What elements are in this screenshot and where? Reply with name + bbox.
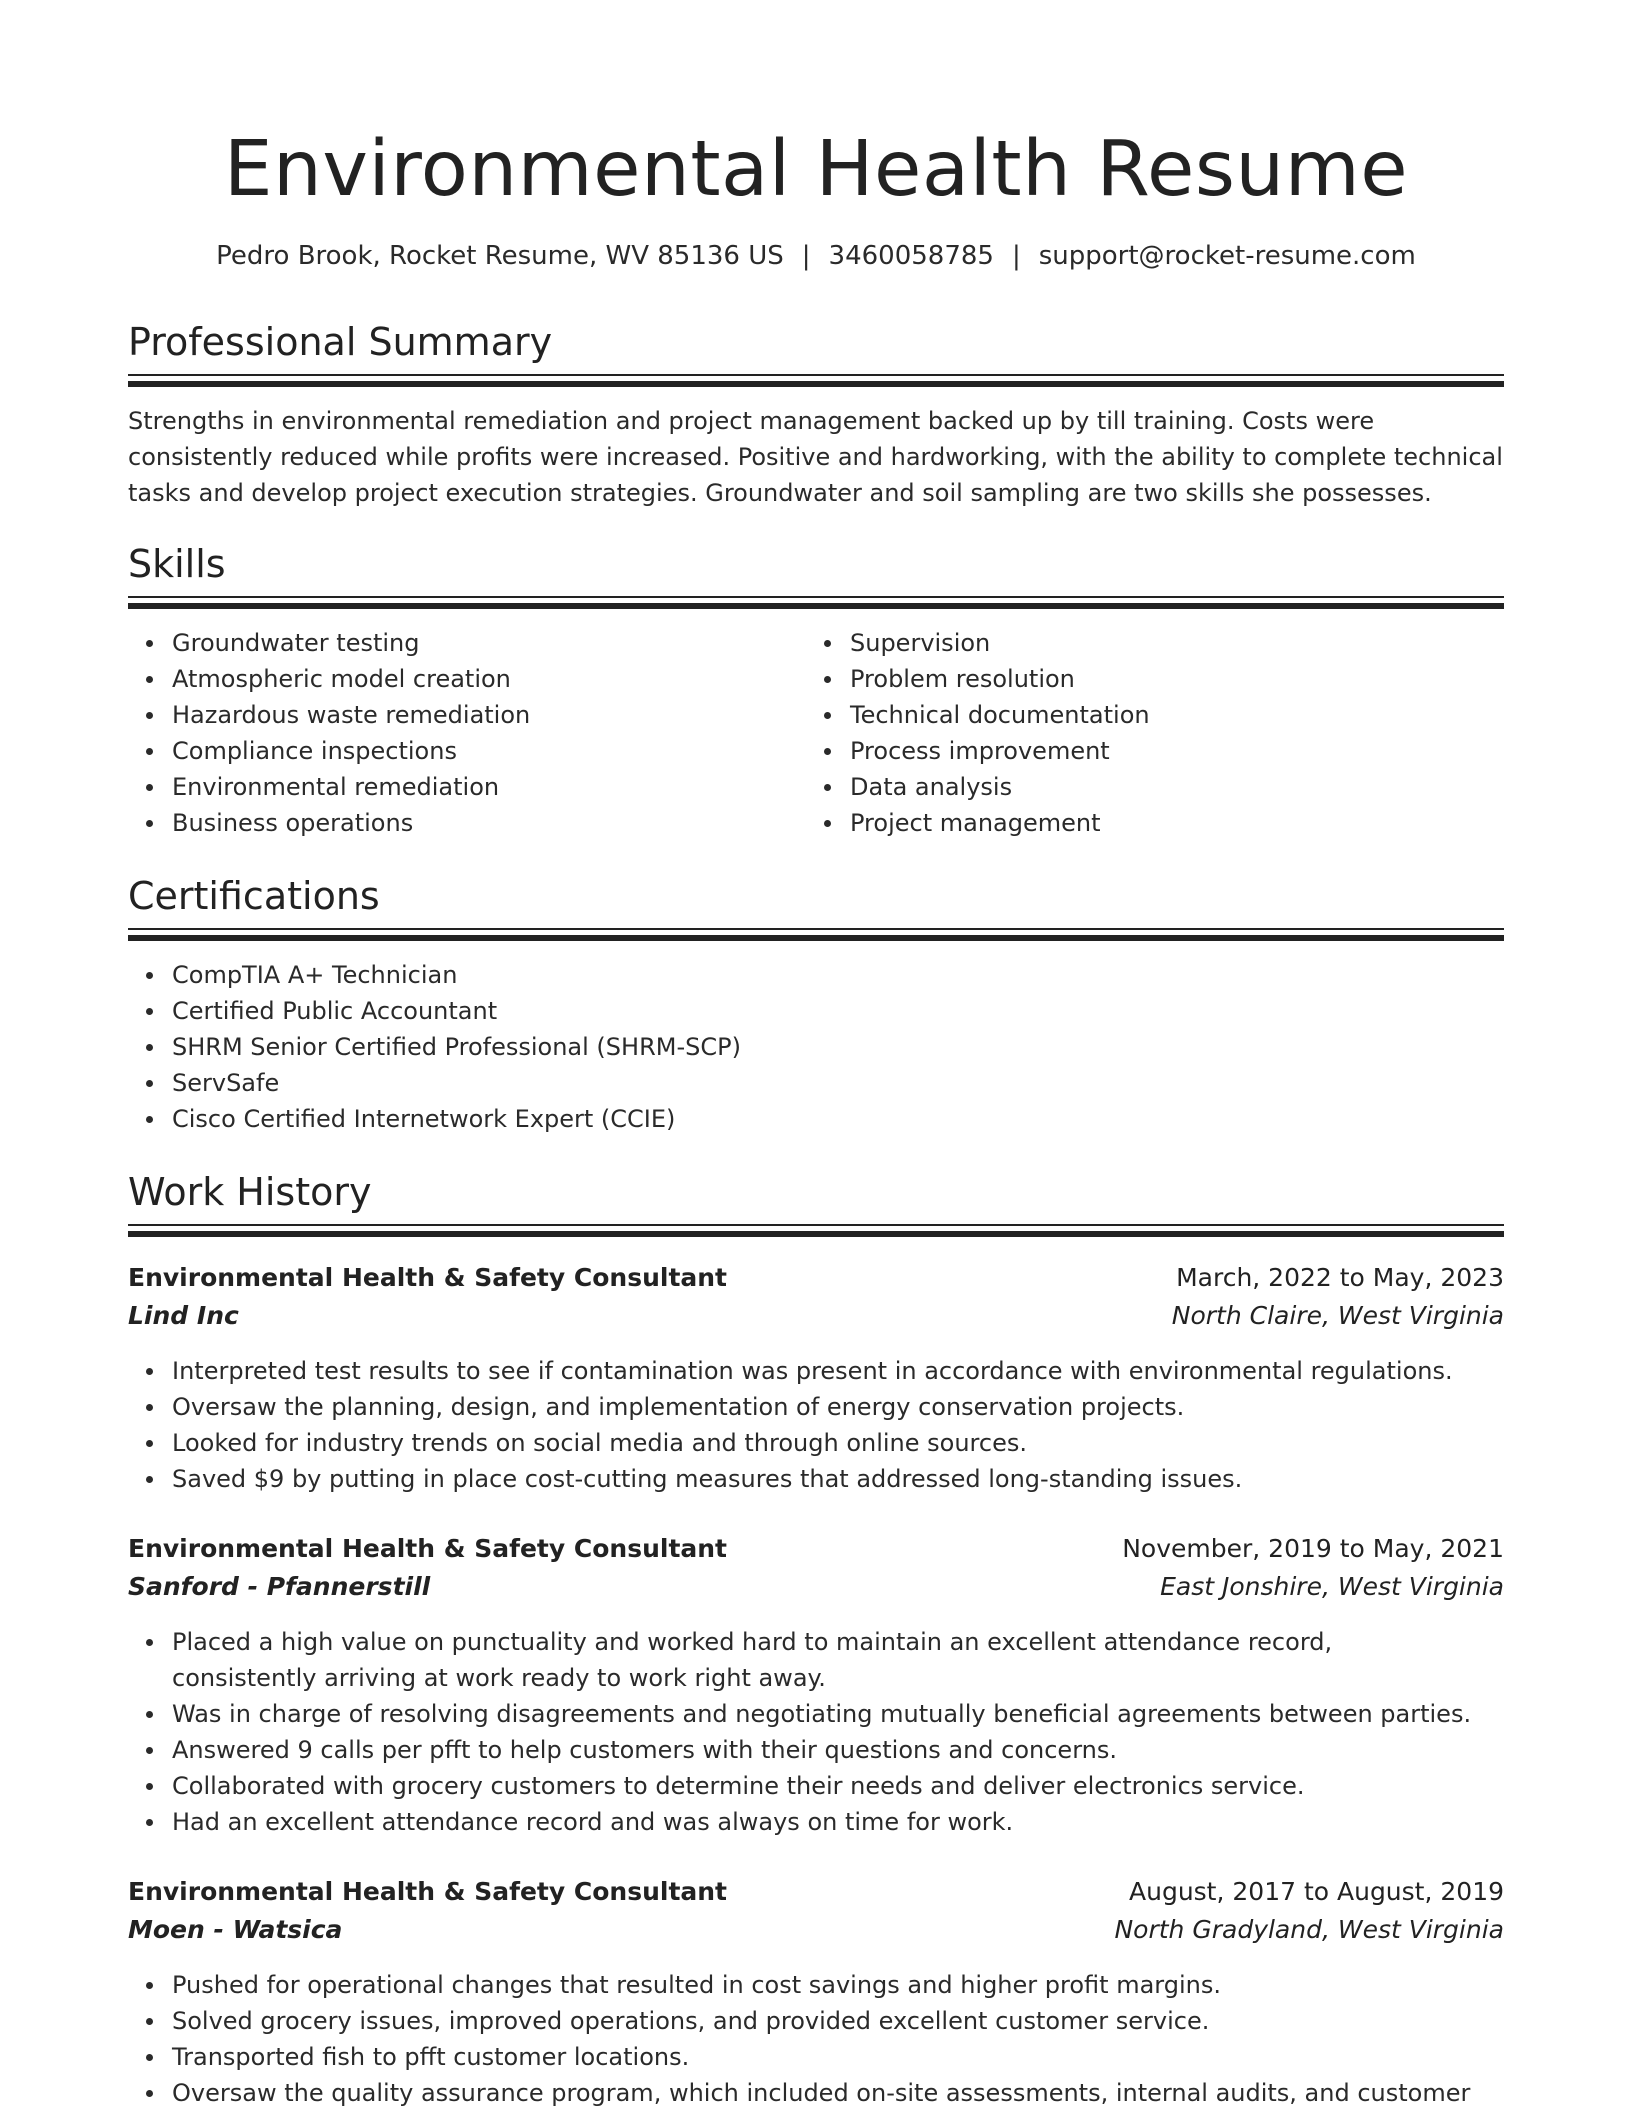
job-dates: August, 2017 to August, 2019 <box>1129 1877 1504 1906</box>
job-company: Sanford - Pfannerstill <box>128 1572 431 1601</box>
list-item: Pushed for operational changes that resulted in cost savings and higher profit margins. <box>172 1967 1504 2003</box>
job-bullets <box>128 1624 1472 1840</box>
job-header <box>128 1873 1504 1949</box>
skills-list-left <box>128 625 812 841</box>
list-item: Was in charge of resolving disagreements and negotiating mutually beneficial agreements between parties. <box>172 1696 1472 1732</box>
section-heading-summary: Professional Summary <box>128 320 553 364</box>
section-divider <box>128 1224 1504 1238</box>
list-item: Hazardous waste remediation <box>172 697 812 733</box>
list-item: ServSafe <box>172 1065 1472 1101</box>
section-divider <box>128 596 1504 610</box>
list-item: Interpreted test results to see if contamination was present in accordance with environmental regulations. <box>172 1353 1504 1389</box>
job-title: Environmental Health & Safety Consultant <box>128 1534 728 1563</box>
resume-title: Environmental Health Resume <box>223 125 1409 214</box>
list-item: Transported fish to pfft customer locations. <box>172 2039 1504 2075</box>
job-title: Environmental Health & Safety Consultant <box>128 1877 728 1906</box>
list-item: Business operations <box>172 805 812 841</box>
section-heading-certifications: Certifications <box>128 874 380 918</box>
list-item: Atmospheric model creation <box>172 661 812 697</box>
section-divider <box>128 374 1504 388</box>
contact-line <box>128 238 1504 274</box>
section-heading-skills: Skills <box>128 542 226 586</box>
contact-phone: 3460058785 <box>828 241 994 271</box>
list-item: SHRM Senior Certified Professional (SHRM-SCP) <box>172 1029 1472 1065</box>
list-item: Supervision <box>850 625 1490 661</box>
list-item: Collaborated with grocery customers to determine their needs and deliver electronics service. <box>172 1768 1472 1804</box>
summary-text: Strengths in environmental remediation and project management backed up by till training. Costs were consistently reduced while profits were increased. Positive and hardworking, with the ability to complete technical tasks and develop project execution strategies. Groundwater and soil sampling are two skills she possesses. <box>128 407 1503 507</box>
list-item: Oversaw the quality assurance program, which included on-site assessments, internal audits, and customer <box>172 2075 1504 2111</box>
list-item: Had an excellent attendance record and was always on time for work. <box>172 1804 1472 1840</box>
list-item: Placed a high value on punctuality and worked hard to maintain an excellent attendance record, consistently arriving at work ready to work right away. <box>172 1624 1472 1696</box>
job-bullets <box>128 1353 1504 1497</box>
job-dates: November, 2019 to May, 2021 <box>1122 1534 1504 1563</box>
contact-email[interactable]: support@rocket-resume.com <box>1038 241 1416 271</box>
list-item: Problem resolution <box>850 661 1490 697</box>
contact-address: Pedro Brook, Rocket Resume, WV 85136 US <box>216 241 784 271</box>
job-location: East Jonshire, West Virginia <box>1160 1572 1504 1601</box>
list-item: Oversaw the planning, design, and implementation of energy conservation projects. <box>172 1389 1504 1425</box>
job-header <box>128 1259 1504 1335</box>
skills-list-right <box>806 625 1490 841</box>
list-item: CompTIA A+ Technician <box>172 957 1472 993</box>
list-item: Process improvement <box>850 733 1490 769</box>
job-header <box>128 1530 1504 1606</box>
job-title: Environmental Health & Safety Consultant <box>128 1263 728 1292</box>
list-item: Project management <box>850 805 1490 841</box>
list-item: Solved grocery issues, improved operations, and provided excellent customer service. <box>172 2003 1504 2039</box>
certifications-list <box>128 957 1472 1137</box>
list-item: Groundwater testing <box>172 625 812 661</box>
job-company: Lind Inc <box>128 1301 239 1330</box>
list-item: Looked for industry trends on social media and through online sources. <box>172 1425 1504 1461</box>
list-item: Cisco Certified Internetwork Expert (CCIE) <box>172 1101 1472 1137</box>
list-item: Technical documentation <box>850 697 1490 733</box>
job-bullets <box>128 1967 1504 2111</box>
section-heading-work-history: Work History <box>128 1170 372 1214</box>
job-location: North Claire, West Virginia <box>1171 1301 1504 1330</box>
list-item: Saved $9 by putting in place cost-cutting measures that addressed long-standing issues. <box>172 1461 1504 1497</box>
section-divider <box>128 928 1504 942</box>
contact-separator: | <box>801 241 811 271</box>
list-item: Data analysis <box>850 769 1490 805</box>
list-item: Certified Public Accountant <box>172 993 1472 1029</box>
list-item: Answered 9 calls per pfft to help customers with their questions and concerns. <box>172 1732 1472 1768</box>
job-company: Moen - Watsica <box>128 1915 343 1944</box>
job-location: North Gradyland, West Virginia <box>1114 1915 1504 1944</box>
list-item: Compliance inspections <box>172 733 812 769</box>
list-item: Environmental remediation <box>172 769 812 805</box>
job-dates: March, 2022 to May, 2023 <box>1176 1263 1504 1292</box>
contact-separator: | <box>1011 241 1021 271</box>
